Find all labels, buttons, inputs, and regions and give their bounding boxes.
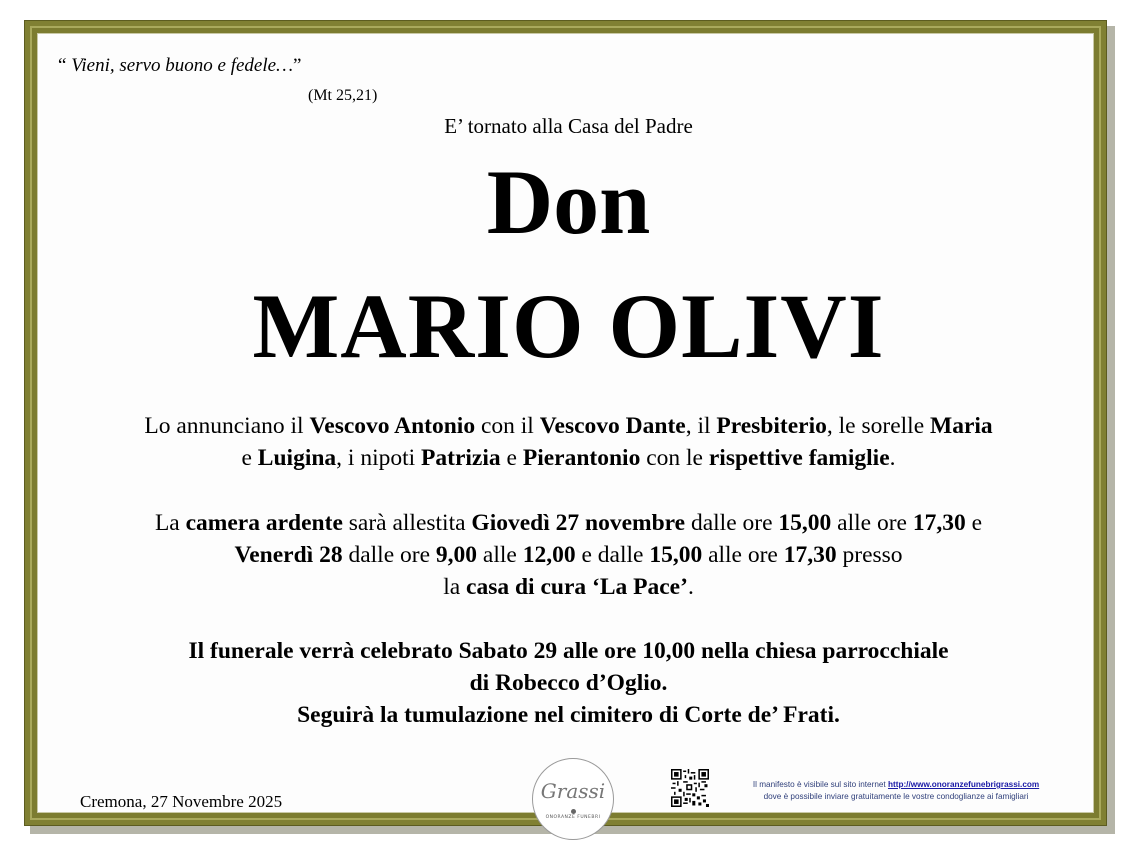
logo-subtext: ONORANZE FUNEBRI — [545, 815, 601, 820]
text-segment: e — [965, 510, 983, 536]
text-segment: Giovedì 27 novembre — [471, 510, 686, 536]
text-segment: camera ardente — [185, 510, 343, 536]
text-segment: 15,00 — [778, 510, 832, 536]
text-segment: e dalle — [575, 542, 650, 568]
text-segment: alle ore — [831, 510, 913, 536]
text-segment: la — [443, 574, 467, 600]
text-segment: alle ore — [702, 542, 784, 568]
epigraph-reference: (Mt 25,21) — [308, 87, 378, 104]
text-segment: e — [500, 445, 523, 471]
text-segment: Patrizia — [421, 445, 501, 471]
qr-code-icon[interactable] — [671, 769, 709, 807]
intro-line: E’ tornato alla Casa del Padre — [444, 114, 693, 138]
visitation-line-1 — [0, 507, 1137, 539]
website-line-1-text: Il manifesto è visibile sul sito internet — [752, 780, 888, 789]
text-segment: 12,00 — [522, 542, 576, 568]
text-segment: Lo annunciano il — [144, 413, 310, 439]
text-segment: presso — [836, 542, 903, 568]
text-segment: 17,30 — [912, 510, 966, 536]
visitation-line-2 — [0, 539, 1137, 571]
funeral-line-1: Il funerale verrà celebrato Sabato 29 alle ore 10,00 nella chiesa parrocchiale — [188, 638, 949, 664]
text-segment: Vescovo Antonio — [309, 413, 476, 439]
funeral-line-3: Seguirà la tumulazione nel cimitero di Corte de’ Frati. — [297, 702, 840, 728]
text-segment: e — [241, 445, 258, 471]
website-info — [718, 779, 1074, 803]
text-segment: . — [687, 574, 694, 600]
close-quote: ” — [292, 55, 302, 76]
epigraph-quote — [58, 55, 301, 77]
text-segment: . — [889, 445, 896, 471]
text-segment: , il — [685, 413, 717, 439]
text-segment: Maria — [930, 413, 993, 439]
website-line-1 — [718, 779, 1074, 791]
visitation-line-3 — [0, 571, 1137, 603]
title-honorific: Don — [486, 151, 651, 253]
logo-text: Grassi — [540, 779, 606, 803]
text-segment: rispettive famiglie — [708, 445, 890, 471]
text-segment: con il — [475, 413, 540, 439]
text-segment: 17,30 — [783, 542, 837, 568]
logo-emblem-icon — [571, 809, 576, 814]
text-segment: con le — [640, 445, 709, 471]
text-segment: alle — [477, 542, 523, 568]
text-segment: dalle ore — [342, 542, 436, 568]
text-segment: Presbiterio — [716, 413, 827, 439]
funeral-line-2: di Robecco d’Oglio. — [469, 670, 668, 696]
website-line-2: dove è possibile inviare gratuitamente le vostre condoglianze ai famigliari — [763, 792, 1029, 801]
text-segment: 15,00 — [649, 542, 703, 568]
epigraph-text: Vieni, servo buono e fedele… — [71, 55, 293, 76]
text-segment: 9,00 — [435, 542, 478, 568]
text-segment: Pierantonio — [522, 445, 641, 471]
grassi-logo — [532, 758, 614, 840]
text-segment: Venerdì 28 — [234, 542, 343, 568]
text-segment: Luigina — [257, 445, 337, 471]
text-segment: sarà allestita — [342, 510, 472, 536]
text-segment: dalle ore — [685, 510, 779, 536]
text-segment: , le sorelle — [826, 413, 931, 439]
text-segment: , i nipoti — [336, 445, 422, 471]
text-segment: casa di cura ‘La Pace’ — [466, 574, 688, 600]
announcement-line-1 — [0, 410, 1137, 442]
open-quote: “ — [58, 55, 72, 76]
website-link[interactable]: http://www.onoranzefunebrigrassi.com — [887, 780, 1040, 789]
text-segment: Vescovo Dante — [539, 413, 686, 439]
place-date: Cremona, 27 Novembre 2025 — [80, 792, 283, 811]
deceased-name: MARIO OLIVI — [252, 275, 885, 377]
announcement-line-2 — [0, 442, 1137, 474]
text-segment: La — [154, 510, 186, 536]
